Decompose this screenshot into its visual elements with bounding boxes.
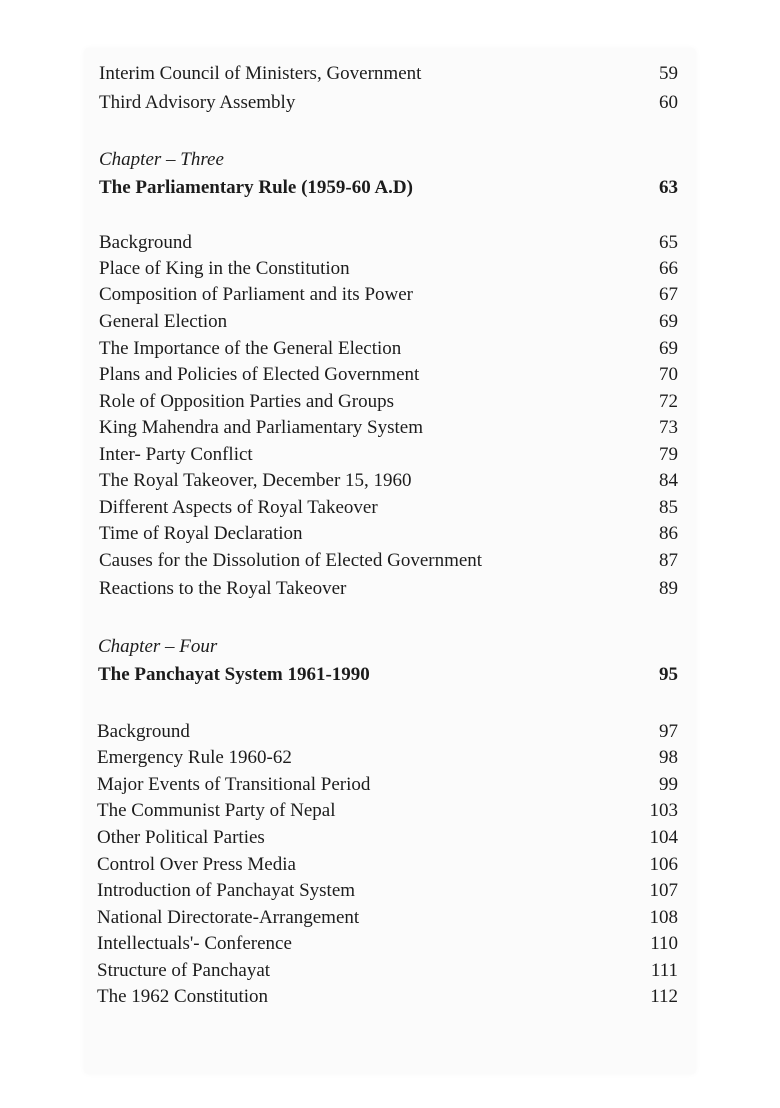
toc-entry-title: The Communist Party of Nepal (97, 800, 336, 821)
toc-entry-title: The 1962 Constitution (97, 986, 268, 1007)
toc-entry-title: Background (97, 721, 190, 742)
toc-entry (84, 256, 696, 282)
toc-entry-title: Third Advisory Assembly (99, 92, 296, 113)
toc-entry-page: 108 (649, 907, 678, 928)
toc-entry-title: Other Political Parties (97, 827, 265, 848)
toc-entry (84, 389, 696, 415)
toc-entry (84, 548, 696, 574)
toc-entry-page: 69 (659, 311, 678, 332)
toc-entry-page: 65 (659, 232, 678, 253)
chapter-four-heading (84, 662, 696, 688)
toc-entry-page: 106 (649, 854, 678, 875)
toc-entry-title: Inter- Party Conflict (99, 444, 253, 465)
toc-entry-title: Plans and Policies of Elected Government (99, 364, 420, 385)
toc-entry-title: The Royal Takeover, December 15, 1960 (99, 470, 412, 491)
toc-entry-page: 69 (659, 338, 678, 359)
chapter-three-heading (84, 175, 696, 201)
toc-entry (84, 61, 696, 87)
toc-entry (84, 90, 696, 116)
toc-entry-title: Reactions to the Royal Takeover (99, 578, 347, 599)
toc-entry-page: 73 (659, 417, 678, 438)
toc-entry (84, 362, 696, 388)
toc-entry-title: Structure of Panchayat (97, 960, 271, 981)
toc-entry-title: General Election (99, 311, 228, 332)
toc-entry-title: Background (99, 232, 192, 253)
toc-entry (84, 798, 696, 824)
toc-entry-page: 107 (649, 880, 678, 901)
toc-entry-page: 86 (659, 523, 678, 544)
toc-entry (84, 905, 696, 931)
toc-entry (84, 825, 696, 851)
toc-entry-page: 103 (649, 800, 678, 821)
toc-entry (84, 772, 696, 798)
toc-entry-page: 70 (659, 364, 678, 385)
toc-entry-title: Different Aspects of Royal Takeover (99, 497, 378, 518)
toc-page (84, 48, 696, 1074)
chapter-four-page: 95 (659, 664, 678, 685)
toc-entry (84, 852, 696, 878)
toc-entry-title: Emergency Rule 1960-62 (97, 747, 292, 768)
toc-entry-title: Intellectuals'- Conference (97, 933, 292, 954)
toc-entry-page: 67 (659, 284, 678, 305)
toc-entry-page: 111 (650, 960, 678, 981)
toc-entry-page: 84 (659, 470, 678, 491)
toc-entry-title: Role of Opposition Parties and Groups (99, 391, 395, 412)
toc-entry (84, 745, 696, 771)
toc-entry-title: Introduction of Panchayat System (97, 880, 356, 901)
toc-entry-title: Composition of Parliament and its Power (99, 284, 414, 305)
toc-entry-title: Place of King in the Constitution (99, 258, 350, 279)
toc-entry-title: Major Events of Transitional Period (97, 774, 371, 795)
toc-entry-title: The Importance of the General Election (99, 338, 402, 359)
toc-entry (84, 309, 696, 335)
toc-entry-page: 79 (659, 444, 678, 465)
toc-entry (84, 984, 696, 1010)
toc-entry (84, 958, 696, 984)
chapter-three-title: The Parliamentary Rule (1959-60 A.D) (99, 177, 413, 198)
toc-entry (84, 576, 696, 602)
toc-entry (84, 878, 696, 904)
chapter-four-title: The Panchayat System 1961-1990 (98, 664, 370, 685)
toc-entry-page: 85 (659, 497, 678, 518)
toc-entry (84, 230, 696, 256)
toc-entry-title: Control Over Press Media (97, 854, 296, 875)
toc-entry (84, 282, 696, 308)
toc-entry-title: King Mahendra and Parliamentary System (99, 417, 423, 438)
toc-entry (84, 336, 696, 362)
toc-entry-page: 97 (659, 721, 678, 742)
toc-entry-title: Causes for the Dissolution of Elected Government (99, 550, 483, 571)
chapter-three-page: 63 (659, 177, 678, 198)
toc-entry-page: 72 (659, 391, 678, 412)
toc-entry-page: 110 (650, 933, 678, 954)
chapter-four-label: Chapter – Four (98, 636, 218, 657)
toc-entry (84, 931, 696, 957)
toc-entry (84, 468, 696, 494)
chapter-three-label: Chapter – Three (99, 149, 224, 170)
toc-entry (84, 442, 696, 468)
toc-entry-page: 99 (659, 774, 678, 795)
toc-entry-title: Interim Council of Ministers, Government (99, 63, 422, 84)
toc-entry-title: National Directorate-Arrangement (97, 907, 360, 928)
toc-entry-page: 59 (659, 63, 678, 84)
toc-entry-page: 98 (659, 747, 678, 768)
toc-entry-title: Time of Royal Declaration (99, 523, 303, 544)
toc-entry-page: 60 (659, 92, 678, 113)
toc-entry-page: 89 (659, 578, 678, 599)
toc-entry-page: 104 (649, 827, 678, 848)
toc-entry (84, 495, 696, 521)
toc-entry (84, 415, 696, 441)
toc-entry (84, 719, 696, 745)
toc-entry-page: 112 (650, 986, 678, 1007)
toc-entry (84, 521, 696, 547)
toc-entry-page: 87 (659, 550, 678, 571)
toc-entry-page: 66 (659, 258, 678, 279)
